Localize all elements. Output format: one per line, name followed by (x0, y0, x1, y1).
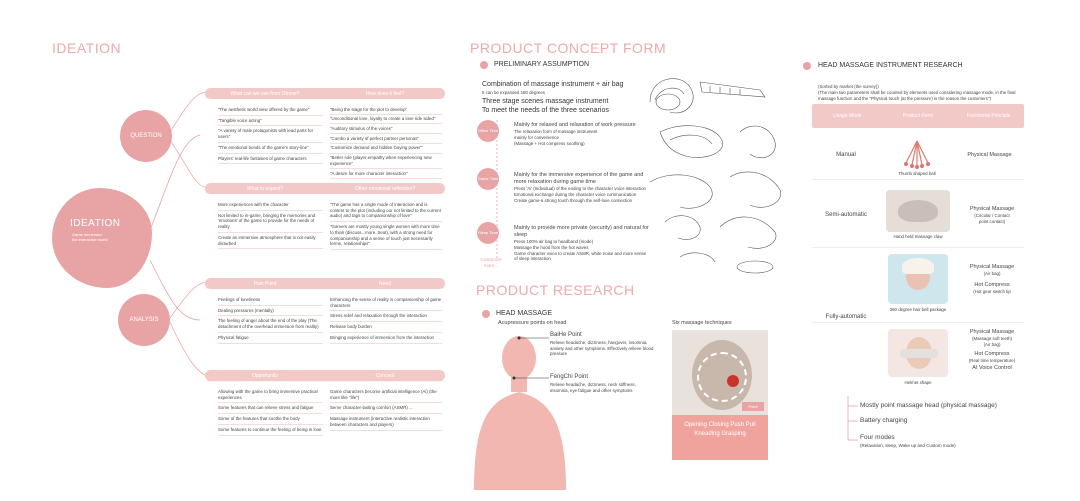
scene-sleep-tag: Sleep Time (477, 222, 499, 244)
list-item: "Better role (player empathy when experiencing new experience" (330, 154, 442, 169)
scene-line: (Massage + Hot compress soothing) (514, 140, 585, 146)
row-mode-fully: Fully-automatic (825, 314, 867, 320)
scene-line: mainly for convenience (514, 134, 559, 140)
a2-right-list (330, 387, 442, 431)
list-item: Not limited to in-game, bringing the memories and 'emotions' of the game to provide for the needs of reality (218, 211, 323, 233)
q2-left-list (218, 200, 323, 249)
list-item: Some features to continue the feeling of being in love (218, 425, 323, 436)
list-item: More experiences with the character (218, 200, 323, 211)
scene-line: Create game-a strong touch through the self-love connection (514, 197, 633, 203)
massage-photo (672, 330, 768, 460)
list-item: Game characters become artificial intelligence (Ai) (the more like "life") (330, 387, 442, 403)
func-line: (Real time temperature) (968, 357, 1016, 363)
scene-line: Mainly to provide more private (security) and natural for sleep (514, 225, 649, 239)
concept-title: PRODUCT CONCEPT FORM (470, 40, 667, 56)
table-row (812, 130, 1024, 180)
list-item: Physical fatigue (218, 333, 323, 344)
func-line: Hot Compress (974, 350, 1010, 357)
a1-header: Pain Point Need (205, 278, 445, 289)
q1-right-list (330, 105, 442, 179)
scene-sleep-text (514, 225, 649, 262)
func-line: Hot Compress (974, 281, 1010, 288)
row-caption: Helmet shape (904, 380, 932, 385)
concept-intro-3: To meet the needs of the three scenarios (482, 107, 609, 114)
q1-left-list (218, 105, 323, 164)
scene-line: Emotional exchange during the character voice communication (514, 192, 637, 197)
func-line: (Circular / Contact (974, 213, 1010, 219)
scene-game-text (514, 172, 649, 203)
scene-office-text (514, 122, 649, 146)
list-item: "Customize demand and hidden 'buying power'" (330, 144, 442, 154)
instrument-note-1: (Sorted by market (the survey)) (818, 84, 879, 89)
row-mode: Semi-automatic (825, 212, 867, 218)
q2-right-list (330, 200, 442, 250)
scene-line: Press 'Ai' (Individual) of the ending to the character voice interaction (514, 186, 647, 192)
list-item: Feelings of loneliness (218, 295, 323, 306)
scene-line: Massage the hood from the hot waves (514, 245, 589, 250)
scene-line: Press 100% air bag to headband (mode) (514, 239, 594, 245)
table-row (812, 250, 1024, 320)
ideation-center-title: IDEATION (70, 218, 121, 229)
a1-left-list (218, 295, 323, 344)
photo-badge: Point (742, 402, 764, 411)
list-item: Allowing with the game to bring immersive practical experiences (218, 387, 323, 403)
q2-header: What to expect? Other emotional reflection? (205, 183, 445, 194)
instrument-note-2: (The main two parameters shall be counted by elements used considering massage mode, in the final massage function and the "Physical touch (at the pressure) is the reason the customers") (818, 90, 1016, 101)
row-func (957, 206, 1027, 225)
a1-right-list (330, 295, 442, 344)
helmet-band (900, 349, 938, 358)
ideation-center-subtitle: Game immersion the interactive world (72, 232, 108, 243)
product-thumb-ball (892, 135, 942, 171)
concept-intro-2: Three stage scenes massage instrument (482, 98, 609, 105)
photo-caption-2: Kneading Grasping (694, 431, 746, 437)
list-item: Some features that can relieve stress and fatigue (218, 403, 323, 414)
list-item: "A desire for more character interaction" (330, 169, 442, 179)
row-caption: 360 degree hair bell package (889, 307, 947, 312)
concept-intro-1: Combination of massage instrument + air bag (482, 81, 624, 88)
photo-massage-circle (697, 352, 747, 402)
analysis-node: ANALYSIS (118, 294, 170, 346)
row-func (957, 329, 1027, 373)
scene-line: The relaxation form of massage instrument (514, 129, 598, 135)
a2-left-list (218, 387, 323, 436)
row-mode: Manual (836, 152, 856, 158)
question-node: QUESTION (120, 110, 172, 162)
acupressure-label: Acupressure points on head (498, 320, 567, 326)
scene-game-tag: Game Time (477, 168, 499, 190)
table-row (812, 322, 1024, 394)
list-item: "A variety of male protagonists with lead parts for users" (218, 126, 323, 142)
customize-more: Customize more... (480, 257, 502, 268)
list-item: Dealing pressures (mentally) (218, 306, 323, 317)
assumption-label: PRELIMINARY ASSUMPTION (494, 61, 590, 68)
func-line: Physical Massage (969, 264, 1015, 270)
hair-bell-cap (902, 258, 934, 274)
q1-header: What can we use from Otome? How does it feel? (205, 88, 445, 99)
row-caption: Thumb shaped ball (898, 171, 936, 176)
photo-point-icon (727, 375, 739, 387)
fengchi-text: Relieve headache, dizziness, neck stiffness, insomnia, eye fatigue and other symptoms (550, 382, 636, 393)
func-line: (Hot gear switch tip (973, 289, 1011, 294)
list-item: "Unconditional love, loyalty to create a love ride sided" (330, 115, 442, 125)
list-item: Stress relief and relaxation through the interaction (330, 311, 442, 322)
row-caption: Hand held massage claw (893, 234, 943, 239)
concept-sketches (640, 62, 790, 282)
product-hair-bell (888, 254, 948, 304)
instrument-table-header: Usage Mode Product Form Functional Principle (812, 104, 1024, 128)
ideation-title: IDEATION (52, 40, 122, 56)
feature-item: Mostly point massage head (physical massage) (860, 402, 997, 409)
assumption-bullet-icon (480, 61, 488, 69)
list-item: The feeling of anger about the end of the play (The detachment of the overhead immersion from reality) (218, 316, 323, 332)
instrument-bullet-icon (803, 62, 811, 70)
scene-line: Mainly for the immersive experience of the game and more relaxation during game time (514, 172, 644, 186)
func-line: (Air bag) (983, 271, 1001, 277)
list-item: Massage instrument (interactive realistic interaction between characters and players) (330, 414, 442, 430)
feature-item: Battery charging (860, 417, 908, 424)
a2-header: Opportunity Concept (205, 370, 445, 381)
func-line: AI Voice Control (972, 365, 1012, 372)
six-techniques-label: Six massage techniques (672, 320, 732, 326)
research-title: PRODUCT RESEARCH (476, 282, 635, 298)
func-line: Physical Massage (969, 329, 1015, 335)
list-item: Serve character-lasting comfort (ASMR) ... (330, 403, 442, 414)
scene-line: Mainly for relaxed and relaxation of work pressure (514, 122, 636, 128)
fengchi-title: FengChi Point (550, 374, 589, 380)
list-item: Players' real-life fantasies of game characters (218, 154, 323, 165)
list-item: "Combo a variety of perfect partner personas" (330, 134, 442, 144)
list-item: "The aesthetic world view offered by the game" (218, 105, 323, 116)
list-item: "Auditory stimulus of the voices" (330, 124, 442, 134)
baihe-title: BaiHe Point (550, 332, 582, 338)
head-massage-label: HEAD MASSAGE (496, 310, 553, 317)
list-item: "The game has a single mode of interaction and is content to the plot (including our not limited to the current audio) and tags to companionship of love" (330, 200, 442, 222)
concept-intro-1-sub: It can be expanded 180 degrees (482, 90, 545, 95)
list-item: Create an immersive atmosphere that is not easily disturbed (218, 233, 323, 249)
row-func: Physical Massage (967, 152, 1012, 158)
func-line: point contact) (978, 218, 1006, 224)
list-item: "The emotional bonds of the game's story-line" (218, 143, 323, 154)
func-line: (Air bag) (983, 341, 1001, 347)
feature-item: Four modes (860, 434, 895, 441)
list-item: Bringing experience of immersion from the interaction (330, 333, 442, 344)
instrument-title: HEAD MASSAGE INSTRUMENT RESEARCH (818, 62, 963, 69)
product-helmet (888, 329, 948, 377)
row-func (957, 264, 1027, 295)
list-item: "Being the stage for the plot to develop" (330, 105, 442, 115)
head-bullet-icon (482, 310, 490, 318)
table-row (812, 182, 1024, 248)
feature-item-sub: (Relaxation, sleep, Wake up and Custom mode) (860, 443, 956, 448)
scene-office-tag: Office Time (477, 120, 499, 142)
scene-line: Game character voice to create ASMR, white noise and more sense of sleep interaction (514, 250, 647, 262)
func-line: Physical Massage (969, 206, 1015, 212)
baihe-text: Relieve headache, dizziness, hangover, insomnia, anxiety and other symptoms. Effectively relieve blood pressure (550, 340, 654, 357)
claw-shape (898, 200, 938, 222)
list-item: "Gamers are mostly young single women with more time to think (discuss...more..treat), with a strong need for companionship and a sense of touch just necessarily ferme, relationships" (330, 222, 442, 250)
product-claw (886, 190, 950, 232)
list-item: "Tangible voice acting" (218, 116, 323, 127)
photo-caption-1: Opening Closing Push Pull (684, 422, 756, 428)
func-line: (Massage soft teeth) (971, 336, 1013, 342)
list-item: Enhancing the sense of reality is companionship of game characters (330, 295, 442, 311)
list-item: Release body burden (330, 322, 442, 333)
list-item: Some of the features that soothe the body (218, 414, 323, 425)
